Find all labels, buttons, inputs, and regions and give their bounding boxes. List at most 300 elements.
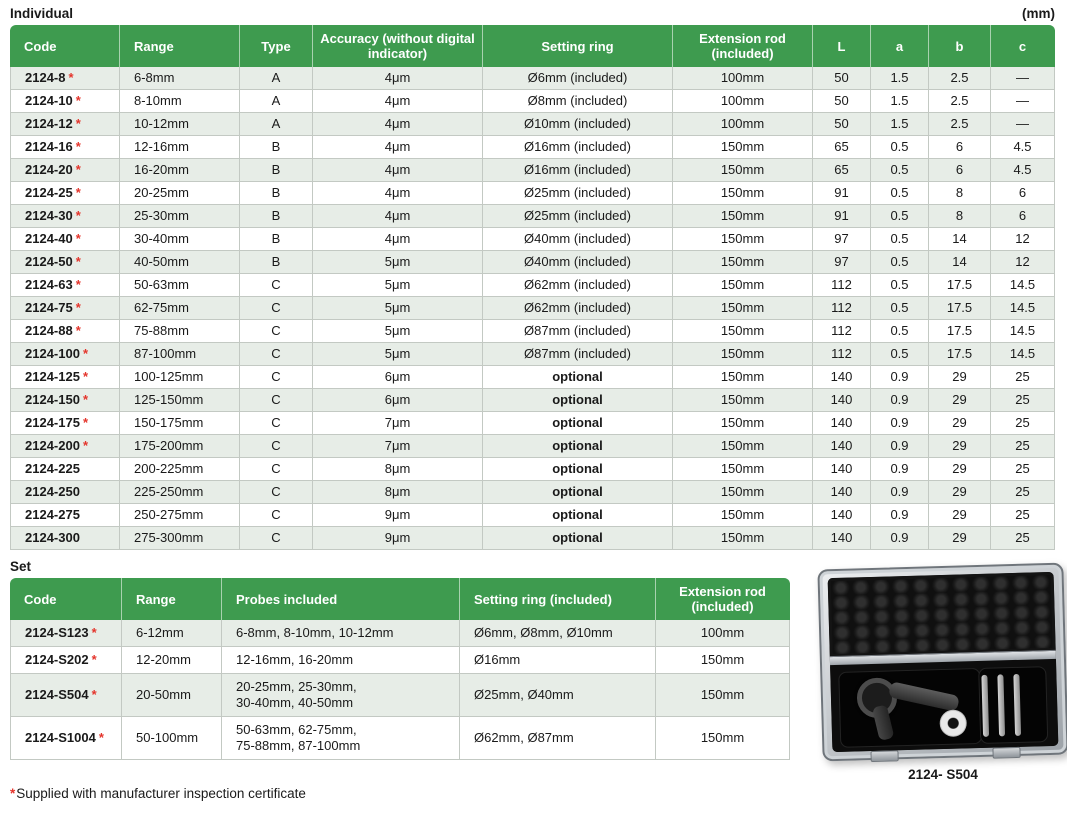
product-code: 2124-100 [25, 346, 80, 361]
code-cell [10, 113, 120, 136]
extension-rod-cell: 150mm [673, 159, 813, 182]
column-header-L: L [813, 25, 871, 67]
type-cell: C [240, 274, 313, 297]
accuracy-cell: 5μm [313, 274, 483, 297]
product-code: 2124-75 [25, 300, 73, 315]
extension-rod-cell: 150mm [673, 251, 813, 274]
column-header-a: a [871, 25, 929, 67]
accuracy-cell: 4μm [313, 182, 483, 205]
case-interior [828, 572, 1059, 752]
L-cell: 50 [813, 113, 871, 136]
product-code: 2124-12 [25, 116, 73, 131]
b-cell: 14 [929, 228, 991, 251]
accuracy-cell: 6μm [313, 366, 483, 389]
b-cell: 29 [929, 389, 991, 412]
L-cell: 65 [813, 159, 871, 182]
column-header-range: Range [122, 578, 222, 620]
setting-ring-cell: optional [483, 389, 673, 412]
range-cell: 25-30mm [120, 205, 240, 228]
extension-rod-cell: 150mm [656, 647, 790, 674]
code-cell [10, 647, 122, 674]
a-cell: 0.9 [871, 527, 929, 550]
c-cell: 25 [991, 504, 1055, 527]
code-cell [10, 435, 120, 458]
a-cell: 0.9 [871, 435, 929, 458]
accuracy-cell: 4μm [313, 205, 483, 228]
code-cell [10, 182, 120, 205]
a-cell: 0.5 [871, 182, 929, 205]
a-cell: 0.9 [871, 458, 929, 481]
L-cell: 112 [813, 343, 871, 366]
individual-table [10, 25, 1055, 550]
code-cell [10, 504, 120, 527]
L-cell: 112 [813, 320, 871, 343]
certificate-asterisk: * [75, 139, 81, 154]
range-cell: 10-12mm [120, 113, 240, 136]
a-cell: 0.5 [871, 251, 929, 274]
type-cell: B [240, 159, 313, 182]
table-row [10, 458, 1055, 481]
accuracy-cell: 6μm [313, 389, 483, 412]
case-lid [828, 572, 1056, 657]
code-cell [10, 620, 122, 647]
case-product-image [817, 563, 1067, 762]
a-cell: 1.5 [871, 90, 929, 113]
set-table [10, 578, 790, 760]
probes-cell: 20-25mm, 25-30mm, 30-40mm, 40-50mm [222, 674, 460, 717]
b-cell: 29 [929, 412, 991, 435]
accuracy-cell: 4μm [313, 228, 483, 251]
setting-ring-cell: Ø40mm (included) [483, 251, 673, 274]
header-row [10, 25, 1055, 67]
case-caption: 2124- S504 [908, 767, 978, 782]
table-row [10, 481, 1055, 504]
type-cell: B [240, 182, 313, 205]
certificate-asterisk: * [82, 438, 89, 453]
c-cell: 25 [991, 366, 1055, 389]
c-cell: 12 [991, 228, 1055, 251]
setting-ring-cell: Ø6mm, Ø8mm, Ø10mm [460, 620, 656, 647]
code-cell [10, 527, 120, 550]
column-header-type: Type [240, 25, 313, 67]
range-cell: 30-40mm [120, 228, 240, 251]
b-cell: 17.5 [929, 274, 991, 297]
column-header-code: Code [10, 25, 120, 67]
setting-ring-cell: optional [483, 366, 673, 389]
type-cell: B [240, 251, 313, 274]
a-cell: 1.5 [871, 113, 929, 136]
table-row [10, 90, 1055, 113]
setting-ring-cell: Ø10mm (included) [483, 113, 673, 136]
accuracy-cell: 9μm [313, 527, 483, 550]
b-cell: 29 [929, 458, 991, 481]
b-cell: 2.5 [929, 113, 991, 136]
code-cell [10, 90, 120, 113]
code-cell [10, 389, 120, 412]
footnote-asterisk: * [10, 786, 16, 801]
c-cell: 14.5 [991, 297, 1055, 320]
setting-ring-cell: Ø16mm (included) [483, 159, 673, 182]
table-row [10, 366, 1055, 389]
product-code: 2124-150 [25, 392, 80, 407]
extension-rod-cell: 100mm [673, 90, 813, 113]
set-table-header [10, 578, 790, 620]
a-cell: 0.5 [871, 343, 929, 366]
code-cell [10, 412, 120, 435]
set-table-body [10, 620, 790, 760]
extension-rod-image [997, 675, 1005, 737]
L-cell: 140 [813, 435, 871, 458]
extension-rod-cell: 150mm [673, 481, 813, 504]
a-cell: 0.5 [871, 297, 929, 320]
accuracy-cell: 5μm [313, 320, 483, 343]
case-latch [870, 750, 898, 762]
range-cell: 12-16mm [120, 136, 240, 159]
b-cell: 6 [929, 136, 991, 159]
code-cell [10, 458, 120, 481]
setting-ring-cell: optional [483, 481, 673, 504]
b-cell: 2.5 [929, 90, 991, 113]
product-code: 2124-8 [25, 70, 66, 85]
setting-ring-cell: Ø62mm, Ø87mm [460, 717, 656, 760]
type-cell: B [240, 136, 313, 159]
foam-cutout [978, 666, 1048, 744]
b-cell: 17.5 [929, 320, 991, 343]
range-cell: 62-75mm [120, 297, 240, 320]
column-header-c: c [991, 25, 1055, 67]
code-cell [10, 717, 122, 760]
c-cell: 14.5 [991, 343, 1055, 366]
product-code: 2124-40 [25, 231, 73, 246]
c-cell: 25 [991, 458, 1055, 481]
extension-rod-cell: 150mm [673, 205, 813, 228]
type-cell: A [240, 90, 313, 113]
extension-rod-cell: 150mm [673, 320, 813, 343]
certificate-asterisk: * [91, 687, 97, 702]
table-row [10, 343, 1055, 366]
product-code: 2124-50 [25, 254, 73, 269]
table-row [10, 297, 1055, 320]
type-cell: C [240, 343, 313, 366]
extension-rod-image [981, 675, 989, 737]
c-cell: — [991, 90, 1055, 113]
c-cell: 6 [991, 205, 1055, 228]
code-cell [10, 274, 120, 297]
table-row [10, 274, 1055, 297]
footnote [10, 786, 306, 801]
range-cell: 275-300mm [120, 527, 240, 550]
extension-rod-cell: 150mm [673, 458, 813, 481]
code-cell [10, 343, 120, 366]
accuracy-cell: 5μm [313, 251, 483, 274]
L-cell: 140 [813, 481, 871, 504]
probes-cell: 6-8mm, 8-10mm, 10-12mm [222, 620, 460, 647]
table-row [10, 389, 1055, 412]
range-cell: 175-200mm [120, 435, 240, 458]
range-cell: 6-12mm [122, 620, 222, 647]
L-cell: 140 [813, 527, 871, 550]
column-header-probes: Probes included [222, 578, 460, 620]
certificate-asterisk: * [91, 652, 97, 667]
product-code: 2124-63 [25, 277, 73, 292]
accuracy-cell: 5μm [313, 343, 483, 366]
product-code: 2124-S504 [25, 687, 89, 702]
L-cell: 140 [813, 504, 871, 527]
probes-cell: 12-16mm, 16-20mm [222, 647, 460, 674]
b-cell: 8 [929, 205, 991, 228]
c-cell: 14.5 [991, 274, 1055, 297]
range-cell: 75-88mm [120, 320, 240, 343]
type-cell: C [240, 481, 313, 504]
c-cell: 25 [991, 481, 1055, 504]
accuracy-cell: 8μm [313, 458, 483, 481]
table-row [10, 205, 1055, 228]
set-section [10, 578, 1055, 782]
code-cell [10, 228, 120, 251]
product-code: 2124-20 [25, 162, 73, 177]
column-header-code: Code [10, 578, 122, 620]
column-header-setting_ring: Setting ring (included) [460, 578, 656, 620]
a-cell: 0.5 [871, 228, 929, 251]
certificate-asterisk: * [68, 70, 74, 85]
table-row [10, 113, 1055, 136]
L-cell: 50 [813, 67, 871, 90]
range-cell: 20-50mm [122, 674, 222, 717]
extension-rod-cell: 150mm [656, 674, 790, 717]
range-cell: 250-275mm [120, 504, 240, 527]
accuracy-cell: 5μm [313, 297, 483, 320]
product-code: 2124-275 [25, 507, 80, 522]
certificate-asterisk: * [75, 231, 81, 246]
c-cell: 12 [991, 251, 1055, 274]
column-header-range: Range [120, 25, 240, 67]
accuracy-cell: 4μm [313, 159, 483, 182]
c-cell: 4.5 [991, 159, 1055, 182]
range-cell: 87-100mm [120, 343, 240, 366]
accuracy-cell: 7μm [313, 435, 483, 458]
accuracy-cell: 4μm [313, 136, 483, 159]
product-code: 2124-200 [25, 438, 80, 453]
table-row [10, 504, 1055, 527]
setting-ring-cell: Ø16mm [460, 647, 656, 674]
c-cell: 6 [991, 182, 1055, 205]
table-row [10, 647, 790, 674]
product-code: 2124-25 [25, 185, 73, 200]
probes-cell: 50-63mm, 62-75mm, 75-88mm, 87-100mm [222, 717, 460, 760]
L-cell: 140 [813, 389, 871, 412]
set-section-label: Set [10, 559, 32, 574]
product-code: 2124-88 [25, 323, 73, 338]
setting-ring-cell: Ø62mm (included) [483, 297, 673, 320]
a-cell: 1.5 [871, 67, 929, 90]
type-cell: A [240, 113, 313, 136]
range-cell: 20-25mm [120, 182, 240, 205]
case-latch [992, 747, 1020, 759]
product-code: 2124-S202 [25, 652, 89, 667]
range-cell: 40-50mm [120, 251, 240, 274]
range-cell: 6-8mm [120, 67, 240, 90]
top-labels [10, 6, 1055, 21]
L-cell: 140 [813, 366, 871, 389]
product-code: 2124-S123 [25, 625, 89, 640]
c-cell: 25 [991, 412, 1055, 435]
setting-ring-cell: Ø25mm, Ø40mm [460, 674, 656, 717]
range-cell: 16-20mm [120, 159, 240, 182]
product-code: 2124-S1004 [25, 730, 96, 745]
table-row [10, 527, 1055, 550]
a-cell: 0.9 [871, 504, 929, 527]
code-cell [10, 320, 120, 343]
range-cell: 225-250mm [120, 481, 240, 504]
setting-ring-cell: Ø25mm (included) [483, 205, 673, 228]
column-header-accuracy: Accuracy (without digital indicator) [313, 25, 483, 67]
certificate-asterisk: * [75, 323, 81, 338]
product-code: 2124-175 [25, 415, 80, 430]
certificate-asterisk: * [82, 369, 89, 384]
table-row [10, 620, 790, 647]
setting-ring-cell: Ø16mm (included) [483, 136, 673, 159]
certificate-asterisk: * [75, 93, 81, 108]
L-cell: 112 [813, 297, 871, 320]
c-cell: 14.5 [991, 320, 1055, 343]
certificate-asterisk: * [75, 254, 81, 269]
b-cell: 29 [929, 435, 991, 458]
a-cell: 0.9 [871, 412, 929, 435]
a-cell: 0.5 [871, 136, 929, 159]
product-code: 2124-300 [25, 530, 80, 545]
certificate-asterisk: * [91, 625, 97, 640]
header-row [10, 578, 790, 620]
table-row [10, 435, 1055, 458]
L-cell: 50 [813, 90, 871, 113]
table-row [10, 228, 1055, 251]
extension-rod-image [1013, 674, 1021, 736]
table-row [10, 67, 1055, 90]
product-code: 2124-30 [25, 208, 73, 223]
extension-rod-cell: 100mm [673, 67, 813, 90]
a-cell: 0.9 [871, 389, 929, 412]
setting-ring-cell: Ø87mm (included) [483, 320, 673, 343]
extension-rod-cell: 150mm [673, 504, 813, 527]
range-cell: 50-100mm [122, 717, 222, 760]
a-cell: 0.5 [871, 274, 929, 297]
extension-rod-cell: 150mm [656, 717, 790, 760]
accuracy-cell: 9μm [313, 504, 483, 527]
b-cell: 29 [929, 366, 991, 389]
unit-label: (mm) [1022, 6, 1055, 21]
accuracy-cell: 4μm [313, 90, 483, 113]
type-cell: C [240, 297, 313, 320]
range-cell: 12-20mm [122, 647, 222, 674]
L-cell: 91 [813, 182, 871, 205]
extension-rod-cell: 150mm [673, 527, 813, 550]
c-cell: — [991, 113, 1055, 136]
table-row [10, 159, 1055, 182]
certificate-asterisk: * [75, 277, 81, 292]
setting-ring-cell: Ø87mm (included) [483, 343, 673, 366]
column-header-extension_rod: Extension rod (included) [656, 578, 790, 620]
setting-ring-cell: Ø6mm (included) [483, 67, 673, 90]
column-header-b: b [929, 25, 991, 67]
a-cell: 0.5 [871, 320, 929, 343]
code-cell [10, 481, 120, 504]
a-cell: 0.9 [871, 366, 929, 389]
table-row [10, 251, 1055, 274]
individual-section-label: Individual [10, 6, 74, 21]
range-cell: 50-63mm [120, 274, 240, 297]
c-cell: 25 [991, 435, 1055, 458]
setting-ring-cell: Ø25mm (included) [483, 182, 673, 205]
setting-ring-cell: optional [483, 412, 673, 435]
type-cell: B [240, 205, 313, 228]
certificate-asterisk: * [75, 300, 81, 315]
column-header-extension_rod: Extension rod (included) [673, 25, 813, 67]
code-cell [10, 205, 120, 228]
extension-rod-cell: 150mm [673, 297, 813, 320]
b-cell: 14 [929, 251, 991, 274]
table-row [10, 674, 790, 717]
L-cell: 97 [813, 228, 871, 251]
product-code: 2124-225 [25, 461, 80, 476]
extension-rod-cell: 150mm [673, 182, 813, 205]
code-cell [10, 136, 120, 159]
code-cell [10, 674, 122, 717]
setting-ring-cell: optional [483, 527, 673, 550]
table-row [10, 717, 790, 760]
setting-ring-cell: Ø62mm (included) [483, 274, 673, 297]
extension-rod-cell: 150mm [673, 366, 813, 389]
range-cell: 125-150mm [120, 389, 240, 412]
certificate-asterisk: * [82, 392, 89, 407]
extension-rod-cell: 150mm [673, 435, 813, 458]
b-cell: 29 [929, 481, 991, 504]
extension-rod-cell: 100mm [656, 620, 790, 647]
product-code: 2124-125 [25, 369, 80, 384]
column-header-setting_ring: Setting ring [483, 25, 673, 67]
product-code: 2124-10 [25, 93, 73, 108]
certificate-asterisk: * [75, 162, 81, 177]
egg-foam [831, 575, 1053, 654]
certificate-asterisk: * [75, 208, 81, 223]
extension-rod-cell: 100mm [673, 113, 813, 136]
L-cell: 140 [813, 412, 871, 435]
c-cell: 4.5 [991, 136, 1055, 159]
extension-rod-cell: 150mm [673, 136, 813, 159]
a-cell: 0.5 [871, 159, 929, 182]
c-cell: 25 [991, 389, 1055, 412]
bottom-row [10, 786, 1055, 801]
individual-table-body [10, 67, 1055, 550]
type-cell: C [240, 435, 313, 458]
type-cell: C [240, 458, 313, 481]
a-cell: 0.9 [871, 481, 929, 504]
type-cell: C [240, 366, 313, 389]
b-cell: 8 [929, 182, 991, 205]
table-row [10, 412, 1055, 435]
L-cell: 140 [813, 458, 871, 481]
extension-rod-cell: 150mm [673, 343, 813, 366]
extension-rod-cell: 150mm [673, 412, 813, 435]
b-cell: 29 [929, 504, 991, 527]
c-cell: 25 [991, 527, 1055, 550]
b-cell: 17.5 [929, 343, 991, 366]
code-cell [10, 159, 120, 182]
L-cell: 65 [813, 136, 871, 159]
L-cell: 97 [813, 251, 871, 274]
extension-rod-cell: 150mm [673, 389, 813, 412]
c-cell: — [991, 67, 1055, 90]
setting-ring-cell: optional [483, 458, 673, 481]
